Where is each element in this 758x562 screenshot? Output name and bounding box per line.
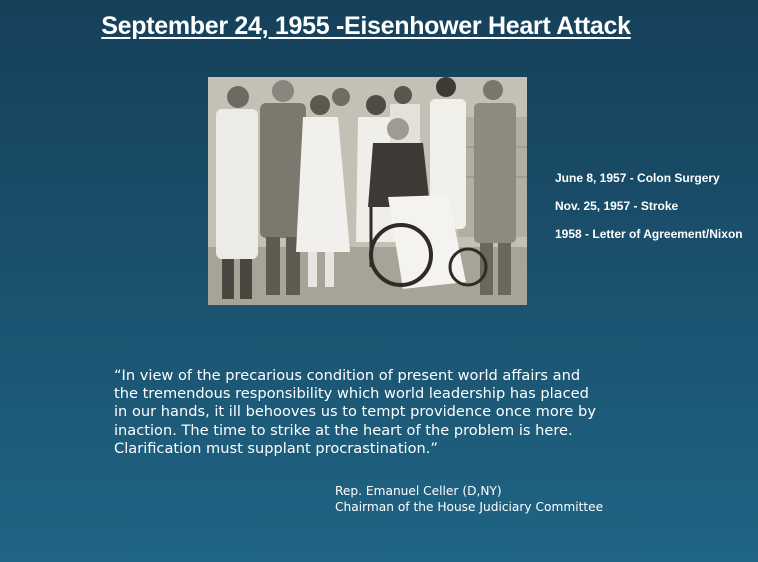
quote-line: Clarification must supplant procrastination.” <box>114 439 438 457</box>
historical-photo <box>208 77 527 305</box>
event-item: June 8, 1957 - Colon Surgery <box>555 171 720 185</box>
slide-title: September 24, 1955 -Eisenhower Heart Attack <box>101 12 631 40</box>
event-item: Nov. 25, 1957 - Stroke <box>555 199 679 213</box>
attribution-name: Rep. Emanuel Celler (D,NY) <box>335 484 502 498</box>
quote-line: the tremendous responsibility which world leadership has placed <box>114 385 589 403</box>
quote-line: “In view of the precarious condition of present world affairs and <box>114 367 581 384</box>
quote-line: in our hands, it ill behooves us to tempt providence once more by <box>114 403 596 421</box>
quote-text <box>114 367 654 458</box>
event-list <box>555 170 743 254</box>
quote-line: inaction. The time to strike at the heart of the problem is here. <box>114 421 573 439</box>
photo-illustration <box>208 77 527 305</box>
quote-attribution <box>335 484 603 515</box>
event-item: 1958 - Letter of Agreement/Nixon <box>555 227 743 241</box>
attribution-role: Chairman of the House Judiciary Committee <box>335 499 604 514</box>
